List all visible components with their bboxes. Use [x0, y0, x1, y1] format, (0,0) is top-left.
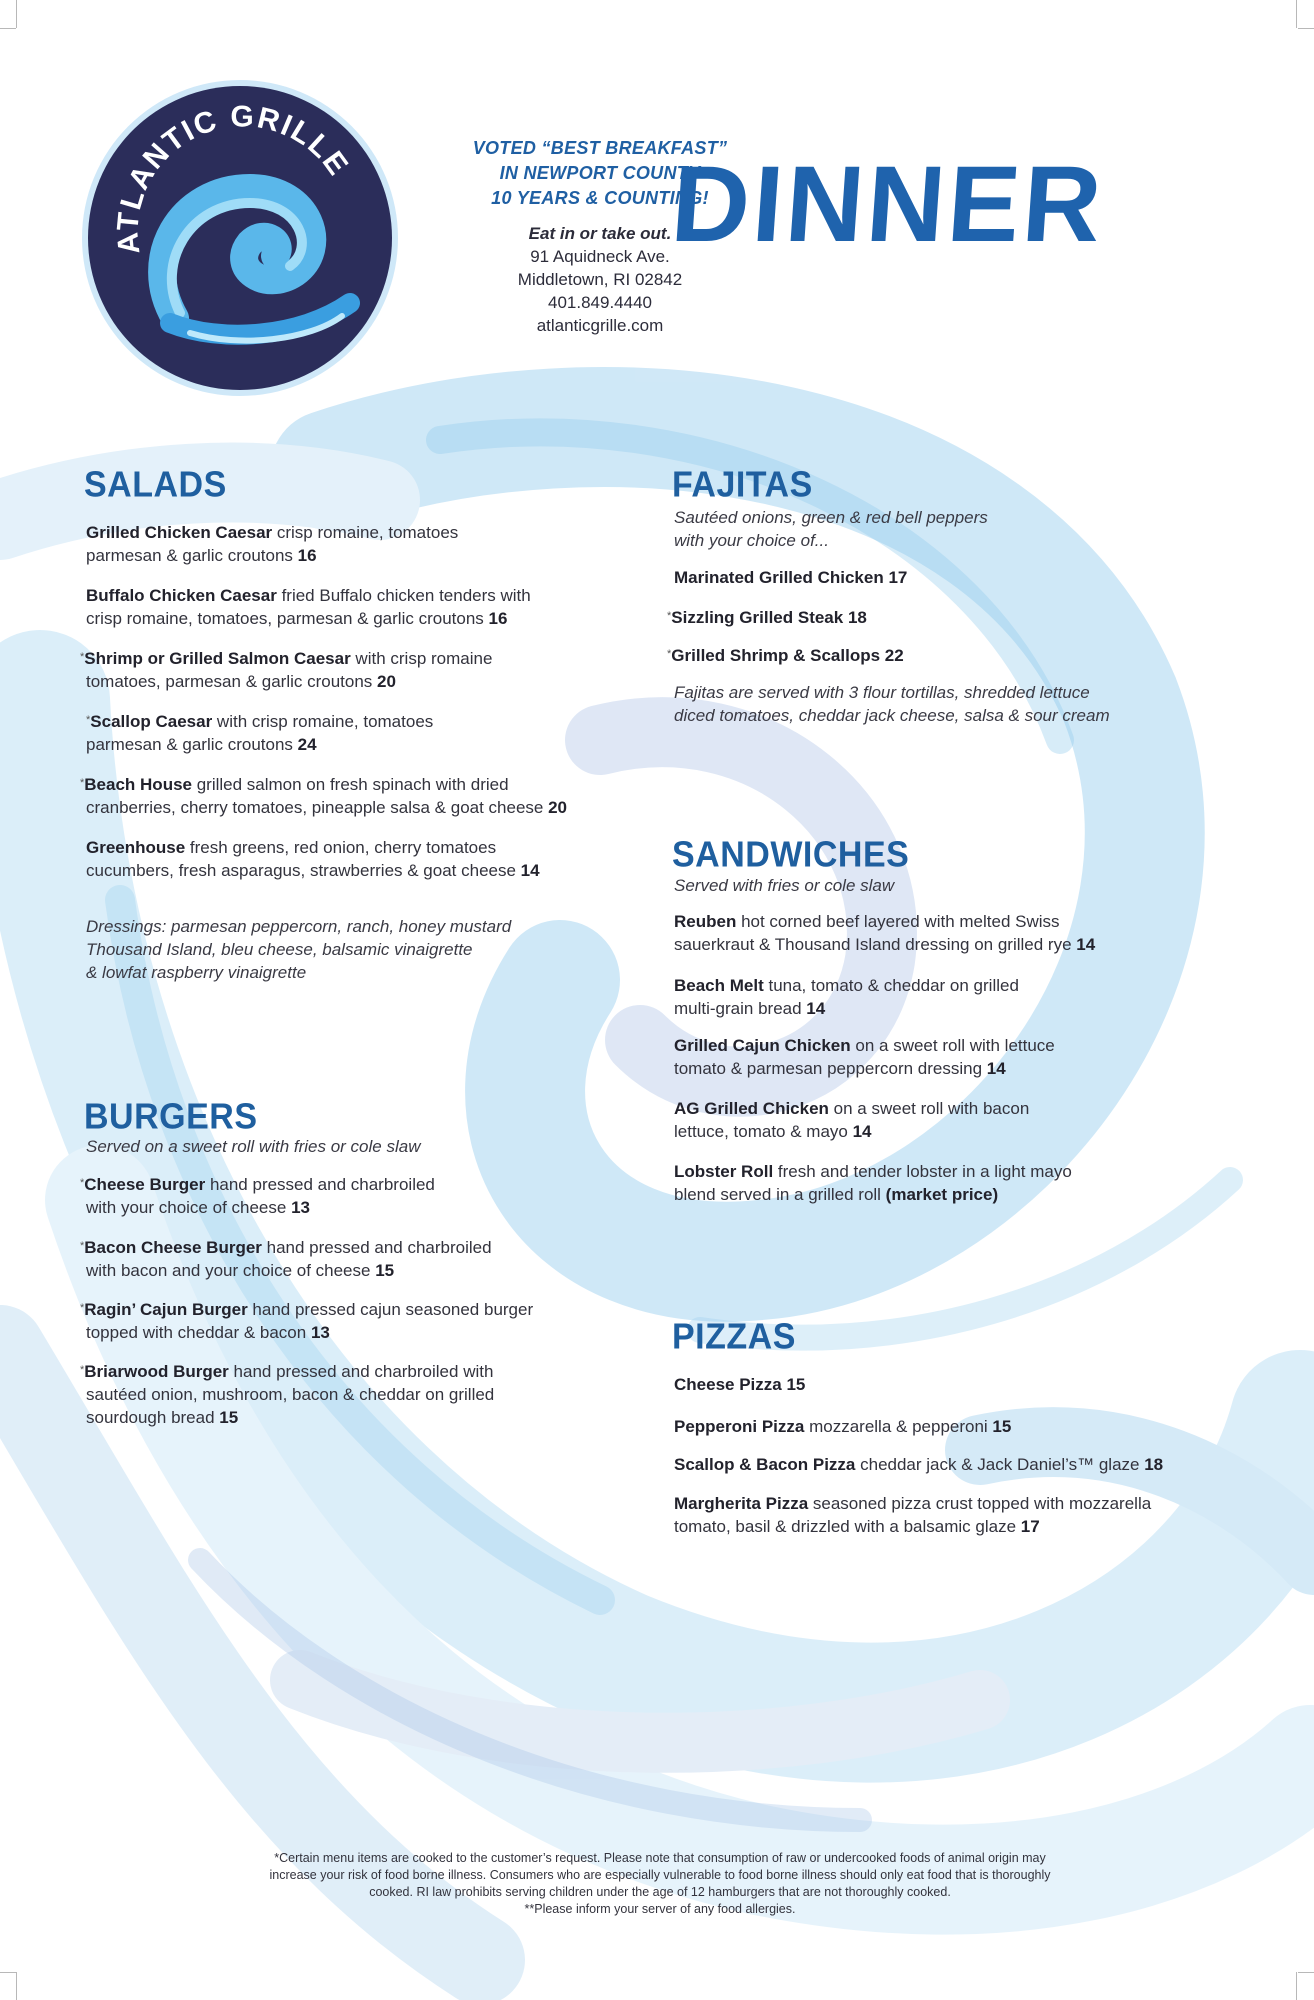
website-link[interactable]: atlanticgrille.com	[536, 316, 664, 335]
menu-item	[667, 644, 904, 667]
item-description: cheddar jack & Jack Daniel’s™ glaze	[855, 1455, 1145, 1474]
item-description: with crisp romaine, tomatoes	[212, 712, 434, 731]
item-description: tomato & parmesan peppercorn dressing	[674, 1059, 987, 1078]
asterisk-marker: *	[80, 651, 85, 663]
eat-in-text: Eat in or take out.	[528, 224, 672, 243]
item-description: fried Buffalo chicken tenders with	[276, 586, 531, 605]
item-price: 15	[375, 1261, 395, 1280]
salads-heading: SALADS	[84, 465, 227, 505]
item-description: topped with cheddar & bacon	[86, 1323, 311, 1342]
asterisk-marker: *	[80, 1177, 85, 1189]
item-description: hand pressed and charbroiled with	[228, 1362, 494, 1381]
menu-item	[86, 836, 540, 882]
menu-item	[86, 584, 531, 630]
note-line: diced tomatoes, cheddar jack cheese, salsa & sour cream	[674, 706, 1110, 725]
item-name: Lobster Roll	[674, 1162, 774, 1181]
item-name: Scallop & Bacon Pizza	[674, 1455, 856, 1474]
item-description: crisp romaine, tomatoes, parmesan & garlic croutons	[86, 609, 489, 628]
item-price: 15	[219, 1408, 239, 1427]
dressings-line: & lowfat raspberry vinaigrette	[86, 963, 307, 982]
menu-item	[674, 910, 1095, 956]
menu-item	[80, 1298, 533, 1344]
address-line: Middletown, RI 02842	[517, 270, 683, 289]
item-price: 13	[291, 1198, 310, 1217]
item-description: hand pressed and charbroiled	[261, 1238, 492, 1257]
item-description: parmesan & garlic croutons	[86, 735, 298, 754]
item-name: Grilled Shrimp & Scallops 22	[671, 646, 904, 665]
asterisk-marker: *	[80, 777, 85, 789]
dressings-line: Dressings: parmesan peppercorn, ranch, honey mustard	[86, 917, 512, 936]
logo-text: ATLANTIC GRILLE	[111, 100, 356, 256]
item-price: 17	[1020, 1517, 1040, 1536]
item-price: 24	[297, 735, 317, 754]
voted-line: VOTED “BEST BREAKFAST”	[472, 138, 728, 158]
subtitle-line: Sautéed onions, green & red bell peppers	[674, 508, 988, 527]
item-price: 16	[488, 609, 508, 628]
menu-item	[674, 1415, 1011, 1438]
atlantic-grille-logo	[80, 78, 400, 398]
item-description: sourdough bread	[86, 1408, 220, 1427]
item-description: multi-grain bread	[674, 999, 807, 1018]
pizzas-heading: PIZZAS	[672, 1317, 796, 1357]
item-price: 20	[377, 672, 396, 691]
dressings-note	[86, 915, 511, 984]
item-description: seasoned pizza crust topped with mozzarella	[808, 1494, 1152, 1513]
item-price: 20	[548, 798, 568, 817]
fajitas-note	[674, 681, 1110, 727]
item-price: 15	[992, 1417, 1012, 1436]
menu-item	[80, 1360, 494, 1429]
phone-number: 401.849.4440	[548, 293, 652, 312]
item-name: Bacon Cheese Burger	[84, 1238, 262, 1257]
item-name: Pepperoni Pizza	[674, 1417, 805, 1436]
item-price: 14	[852, 1122, 872, 1141]
subtitle-line: with your choice of...	[674, 531, 829, 550]
item-description: with your choice of cheese	[86, 1198, 292, 1217]
burgers-subtitle: Served on a sweet roll with fries or cole slaw	[86, 1137, 421, 1156]
item-description: sautéed onion, mushroom, bacon & cheddar on grilled	[86, 1385, 495, 1404]
menu-item	[674, 1034, 1055, 1080]
item-description: on a sweet roll with bacon	[828, 1099, 1030, 1118]
menu-item	[80, 647, 492, 693]
menu-item	[86, 710, 433, 756]
item-name: AG Grilled Chicken	[674, 1099, 829, 1118]
item-description: hot corned beef layered with melted Swiss	[736, 912, 1060, 931]
menu-item	[674, 1097, 1029, 1143]
item-name: Marinated Grilled Chicken 17	[674, 568, 908, 587]
item-description: fresh greens, red onion, cherry tomatoes	[185, 838, 497, 857]
item-price: 13	[310, 1323, 330, 1342]
note-line: Fajitas are served with 3 flour tortillas, shredded lettuce	[674, 683, 1090, 702]
menu-item	[674, 566, 907, 589]
item-name: Beach House	[84, 775, 192, 794]
item-name: Beach Melt	[674, 976, 764, 995]
menu-item	[80, 1236, 492, 1282]
item-name: Reuben	[674, 912, 737, 931]
item-name: Briarwood Burger	[84, 1362, 229, 1381]
disclaimer-line: increase your risk of food borne illness. Consumers who are especially vulnerable to food borne illness should only eat food that is thoroughly	[269, 1868, 1051, 1882]
sandwiches-subtitle: Served with fries or cole slaw	[674, 876, 895, 895]
item-name: Buffalo Chicken Caesar	[86, 586, 277, 605]
menu-item	[80, 773, 567, 819]
menu-item	[674, 974, 1019, 1020]
disclaimer-line: **Please inform your server of any food allergies.	[524, 1902, 796, 1916]
item-description: fresh and tender lobster in a light mayo	[773, 1162, 1072, 1181]
item-description: cranberries, cherry tomatoes, pineapple salsa & goat cheese	[86, 798, 549, 817]
asterisk-marker: *	[667, 648, 672, 660]
voted-line: IN NEWPORT COUNTY	[499, 163, 701, 183]
item-price: 14	[806, 999, 826, 1018]
item-description: with bacon and your choice of cheese	[86, 1261, 376, 1280]
food-safety-disclaimer	[190, 1850, 1130, 1918]
item-description: grilled salmon on fresh spinach with dried	[191, 775, 509, 794]
asterisk-marker: *	[667, 610, 672, 622]
item-price: (market price)	[885, 1185, 999, 1204]
item-description: hand pressed cajun seasoned burger	[247, 1300, 534, 1319]
fajitas-subtitle	[674, 506, 988, 552]
item-description: blend served in a grilled roll	[674, 1185, 886, 1204]
item-name: Cheese Burger	[84, 1175, 206, 1194]
dressings-line: Thousand Island, bleu cheese, balsamic vinaigrette	[86, 940, 473, 959]
fajitas-heading: FAJITAS	[672, 465, 813, 505]
asterisk-marker: *	[86, 714, 91, 726]
item-description: sauerkraut & Thousand Island dressing on grilled rye	[674, 935, 1077, 954]
asterisk-marker: *	[80, 1364, 85, 1376]
menu-item	[667, 606, 867, 629]
item-description: hand pressed and charbroiled	[205, 1175, 435, 1194]
voted-line: 10 YEARS & COUNTING!	[491, 188, 709, 208]
burgers-heading: BURGERS	[84, 1097, 258, 1137]
item-name: Grilled Cajun Chicken	[674, 1036, 851, 1055]
item-price: 16	[297, 546, 317, 565]
item-price: 18	[1144, 1455, 1164, 1474]
disclaimer-line: cooked. RI law prohibits serving children under the age of 12 hamburgers that are not thoroughly cooked.	[369, 1885, 951, 1899]
item-description: tomato, basil & drizzled with a balsamic glaze	[674, 1517, 1021, 1536]
item-description: lettuce, tomato & mayo	[674, 1122, 853, 1141]
item-description: mozzarella & pepperoni	[804, 1417, 993, 1436]
item-name: Scallop Caesar	[90, 712, 213, 731]
item-price: 14	[986, 1059, 1006, 1078]
item-description: crisp romaine, tomatoes	[272, 523, 459, 542]
item-name: Sizzling Grilled Steak 18	[671, 608, 867, 627]
item-name: Ragin’ Cajun Burger	[84, 1300, 248, 1319]
address-line: 91 Aquidneck Ave.	[530, 247, 670, 266]
item-description: tomatoes, parmesan & garlic croutons	[86, 672, 378, 691]
item-name: Grilled Chicken Caesar	[86, 523, 273, 542]
item-name: Cheese Pizza 15	[674, 1375, 806, 1394]
sandwiches-heading: SANDWICHES	[672, 835, 910, 875]
item-name: Greenhouse	[86, 838, 186, 857]
item-description: parmesan & garlic croutons	[86, 546, 298, 565]
item-description: tuna, tomato & cheddar on grilled	[763, 976, 1019, 995]
page-title: DINNER	[667, 143, 1109, 264]
disclaimer-line: *Certain menu items are cooked to the customer’s request. Please note that consumption of raw or undercooked foods of animal origin may	[274, 1851, 1046, 1865]
menu-item	[674, 1373, 805, 1396]
item-name: Shrimp or Grilled Salmon Caesar	[84, 649, 351, 668]
item-description: cucumbers, fresh asparagus, strawberries & goat cheese	[86, 861, 521, 880]
menu-item	[86, 521, 458, 567]
menu-item	[674, 1160, 1072, 1206]
menu-item	[674, 1492, 1151, 1538]
item-description: on a sweet roll with lettuce	[850, 1036, 1055, 1055]
asterisk-marker: *	[80, 1302, 85, 1314]
item-description: with crisp romaine	[350, 649, 493, 668]
menu-item	[80, 1173, 435, 1219]
item-name: Margherita Pizza	[674, 1494, 809, 1513]
item-price: 14	[1076, 935, 1096, 954]
menu-item	[674, 1453, 1163, 1476]
item-price: 14	[520, 861, 540, 880]
asterisk-marker: *	[80, 1240, 85, 1252]
